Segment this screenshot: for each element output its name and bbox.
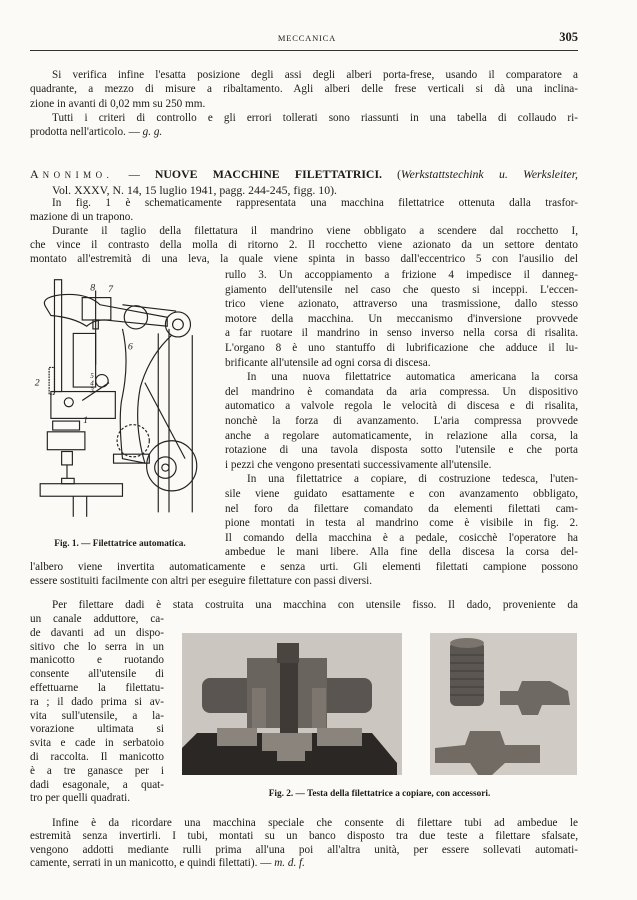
text-line [30, 641, 164, 655]
text-line [30, 210, 578, 224]
article-title: NUOVE MACCHINE FILETTATRICI. [154, 167, 382, 181]
figure-1-caption: Fig. 1. — Filettatrice automatica. [54, 539, 186, 549]
text-line [225, 487, 578, 502]
fig1-label-8: 8 [90, 282, 96, 294]
text-line [225, 385, 578, 400]
text-line [225, 472, 578, 487]
fig1-label-2: 2 [34, 377, 40, 389]
text-line-content: nel foro da filettare comandato da elementi filettati cam- [225, 502, 578, 515]
text-line-content: vengono addotti mediante rulli prima all'una poi all'altra unità, per essere sollevati automati- [30, 843, 578, 856]
text-line [30, 97, 578, 111]
text-line [30, 696, 164, 710]
text-line [225, 443, 578, 458]
lower-pulley [147, 441, 197, 491]
text-line [30, 82, 578, 96]
text-line [30, 68, 578, 82]
text-line-content: rullo 3. Un accoppiamento a frizione 4 impedisce il danneg- [225, 269, 578, 281]
text-line [30, 710, 164, 724]
text-line-content: sile viene guidato esattamente e con avanzamento obbligato, [225, 487, 578, 500]
fig1-label-4: 4 [90, 379, 94, 388]
text-line [30, 844, 578, 857]
text-line [30, 654, 164, 668]
text-line-content: ra ; il dado prima si av- [30, 695, 164, 708]
text-line-content: svita e cade in serbatoio [30, 737, 164, 750]
article-source-details: Vol. XXXV, N. 14, 15 luglio 1941, pagg. 244-245, figg. 10). [52, 183, 337, 197]
text-line-content: montato all'estremità di una leva, la quale viene spinta in basso dall'eccentrico 5 con l'ausilio del [30, 253, 578, 265]
threaded-sample [450, 641, 484, 706]
paragraph-block-continued [30, 560, 578, 588]
text-line-content: In una nuova filettatrice automatica americana la corsa [247, 371, 578, 384]
text-line-content: mazione di un trapono. [30, 211, 134, 223]
fig1-label-5: 5 [90, 372, 94, 381]
text-line [30, 792, 164, 806]
text-line [30, 238, 578, 252]
text-line [225, 297, 578, 312]
running-header: MECCANICA [277, 33, 337, 43]
text-line-content: vita sull'utensile, a la- [30, 709, 164, 722]
text-line-content: de davanti ad un dispo- [30, 626, 164, 639]
text-line-content: rotazione di una tavola disposta sotto l'utensile e che porta [225, 444, 578, 457]
text-line [30, 125, 578, 139]
text-line [225, 268, 578, 283]
text-line [30, 751, 164, 765]
text-line [30, 613, 164, 627]
text-line [30, 627, 164, 641]
fig1-label-3: 3 [90, 386, 94, 395]
text-line [225, 429, 578, 444]
text-line [225, 545, 578, 560]
text-line-content: i pezzi che vengono presentati successivamente all'utensile. [225, 458, 492, 471]
text-line-content: giamento dell'utensile nel caso che questo si inceppi. L'eccen- [225, 283, 578, 296]
text-line-content: Il comando della macchina è a pedale, cosicchè l'operatore ha [225, 531, 578, 544]
article-author: NONIMO. [42, 170, 114, 180]
text-line [30, 574, 578, 588]
figure-2-caption: Fig. 2. — Testa della filettatrice a copiare, con accessori. [268, 789, 491, 799]
text-line-content: motore della macchina. Un meccanismo d'inversione provvede [225, 312, 578, 325]
text-line-content: essere sostituiti facilmente con altri per eseguire filettature con passi diversi. [30, 575, 373, 588]
text-line-content: nonchè la forza di avanzamento. L'aria compressa provvede [225, 414, 578, 427]
text-line [225, 341, 578, 356]
figure-2-photo-accessories [430, 633, 577, 775]
article-source: Werkstattstechink u. Werksleiter, [400, 167, 579, 181]
text-line-content: In fig. 1 è schematicamente rappresentata una macchina filettatrice ottenuta dalla trasfor- [52, 197, 578, 209]
text-line-content: prodotta nell'articolo. — [30, 126, 143, 139]
return-spring [49, 367, 54, 394]
text-line-content: un canale adduttore, ca- [30, 613, 164, 625]
paragraph-block-final [30, 817, 578, 870]
fig1-label-1: 1 [83, 414, 89, 426]
text-line [30, 682, 164, 696]
text-line-content: ambedue le mani libere. Alla fine della discesa la corsa del- [225, 546, 578, 559]
column [54, 280, 61, 392]
text-line-content: l'albero viene invertita automaticamente e senza urti. Gli elementi filettati campione possono [30, 561, 578, 573]
fig1-label-6: 6 [127, 341, 133, 353]
text-line [225, 516, 578, 531]
figure-2-photo-head [182, 633, 402, 775]
text-line-content: del mandrino è comandata da aria compressa. Un dispositivo [225, 385, 578, 398]
text-line [225, 283, 578, 298]
article-heading-line [30, 166, 578, 182]
fig1-label-7: 7 [108, 284, 114, 296]
text-line-content: consente all'utensile di [30, 668, 164, 681]
text-line-content: di raccolta. Il manicotto [30, 750, 164, 763]
text-line-content: automatico a valvole regola le velocità di discesa e di risalita, [225, 400, 578, 413]
text-line [30, 857, 578, 870]
paragraph-block-intro [30, 68, 578, 139]
article-author-initial: A [30, 167, 43, 181]
text-line-content: L'organo 8 è uno stantuffo di lubrificazione che adduce il lu- [225, 341, 578, 354]
text-line-content: pione montati in testa al mandrino come è visibile in fig. 2. [225, 517, 578, 530]
text-line-content: Si verifica infine l'esatta posizione degli assi degli alberi porta-frese, usando il comparatore a [52, 69, 578, 81]
paragraph-block-right-column [225, 268, 578, 560]
text-line [225, 370, 578, 385]
text-line-content: zione in avanti di 0,02 mm su 250 mm. [30, 97, 206, 110]
text-line [30, 252, 578, 266]
text-line-content: Per filettare dadi è stata costruita una macchina con utensile fisso. Il dado, proveniente da [52, 599, 578, 611]
work-table [40, 484, 122, 497]
text-line [30, 196, 578, 210]
text-line-content: che vince il contrasto della molla di ritorno 2. Il rocchetto viene azionato da un settore dentato [30, 239, 578, 251]
text-line [30, 111, 578, 125]
author-signature: g. g. [142, 126, 163, 139]
text-line [30, 668, 164, 682]
text-line-content: estremità senza invertirli. I tubi, montati su un banco disposto tra due teste a filettare sfalsate, [30, 830, 578, 843]
text-line-content: a far ruotare il mandrino in senso inverso nella corsa di risalita. [225, 327, 578, 340]
text-line [225, 356, 578, 371]
text-line-content: tro per quelli quadrati. [30, 792, 131, 805]
text-line-content: è a tre ganasce per i [30, 764, 164, 777]
text-line-content: trico viene azionato, attraverso una trasmissione, dallo stesso [225, 298, 578, 311]
text-line-content: effettuarne la filettatu- [30, 681, 164, 694]
text-line [30, 779, 164, 793]
text-line [30, 224, 578, 238]
text-line [30, 560, 578, 574]
paragraph-block-narrow-column [30, 613, 164, 806]
text-line-content: Durante il taglio della filettatura il mandrino viene obbligato a scendere dal rocchetto I, [52, 225, 578, 237]
text-line-content: sitivo che lo serra in un [30, 640, 164, 653]
text-line [30, 598, 578, 612]
text-line [225, 502, 578, 517]
text-line [225, 312, 578, 327]
paragraph-block-durante [30, 224, 578, 266]
text-line-content: vorazione ultimata si [30, 723, 164, 736]
page-number: 305 [559, 30, 578, 44]
open-paren: ( [397, 169, 401, 181]
text-line-content: Infine è da ricordare una macchina speciale che consente di filettare tubi ad ambedue le [52, 817, 578, 829]
text-line [225, 326, 578, 341]
text-line [30, 830, 578, 843]
text-line [30, 817, 578, 830]
text-line-content: manicotto e ruotando [30, 654, 164, 667]
head-arm [44, 294, 167, 326]
text-line-content: brificante all'utensile ad ogni corsa di discesa. [225, 356, 431, 369]
paragraph-block-dadi [30, 598, 578, 612]
text-line [30, 737, 164, 751]
text-line-content: Tutti i criteri di controllo e gli errori tollerati sono riassunti in una tabella di collaudo ri- [52, 111, 578, 124]
text-line-content: In una filettatrice a copiare, di costruzione tedesca, l'uten- [247, 473, 578, 486]
header-rule [30, 50, 578, 51]
text-line [225, 531, 578, 546]
text-line-content: anche a regolare automaticamente, in relazione alla corsa, la [225, 429, 578, 442]
text-line [225, 399, 578, 414]
author-signature: m. d. f. [274, 856, 305, 869]
text-line [225, 414, 578, 429]
text-line-content: dadi esagonale, a quat- [30, 778, 164, 791]
figure-1-drawing [33, 273, 203, 528]
article-heading [30, 166, 578, 198]
heading-separator: — [128, 169, 140, 181]
text-line-content: camente, serrati in un manicotto, e quindi filettati). — [30, 856, 275, 869]
text-line [30, 765, 164, 779]
text-line-content: quadrante, a mezzo di misure a ribaltamento. Agli alberi delle frese verticali si dà una inclina- [30, 83, 578, 96]
chuck [47, 432, 85, 450]
text-line [225, 458, 578, 473]
paragraph-block-fig1-intro [30, 196, 578, 224]
text-line [30, 723, 164, 737]
